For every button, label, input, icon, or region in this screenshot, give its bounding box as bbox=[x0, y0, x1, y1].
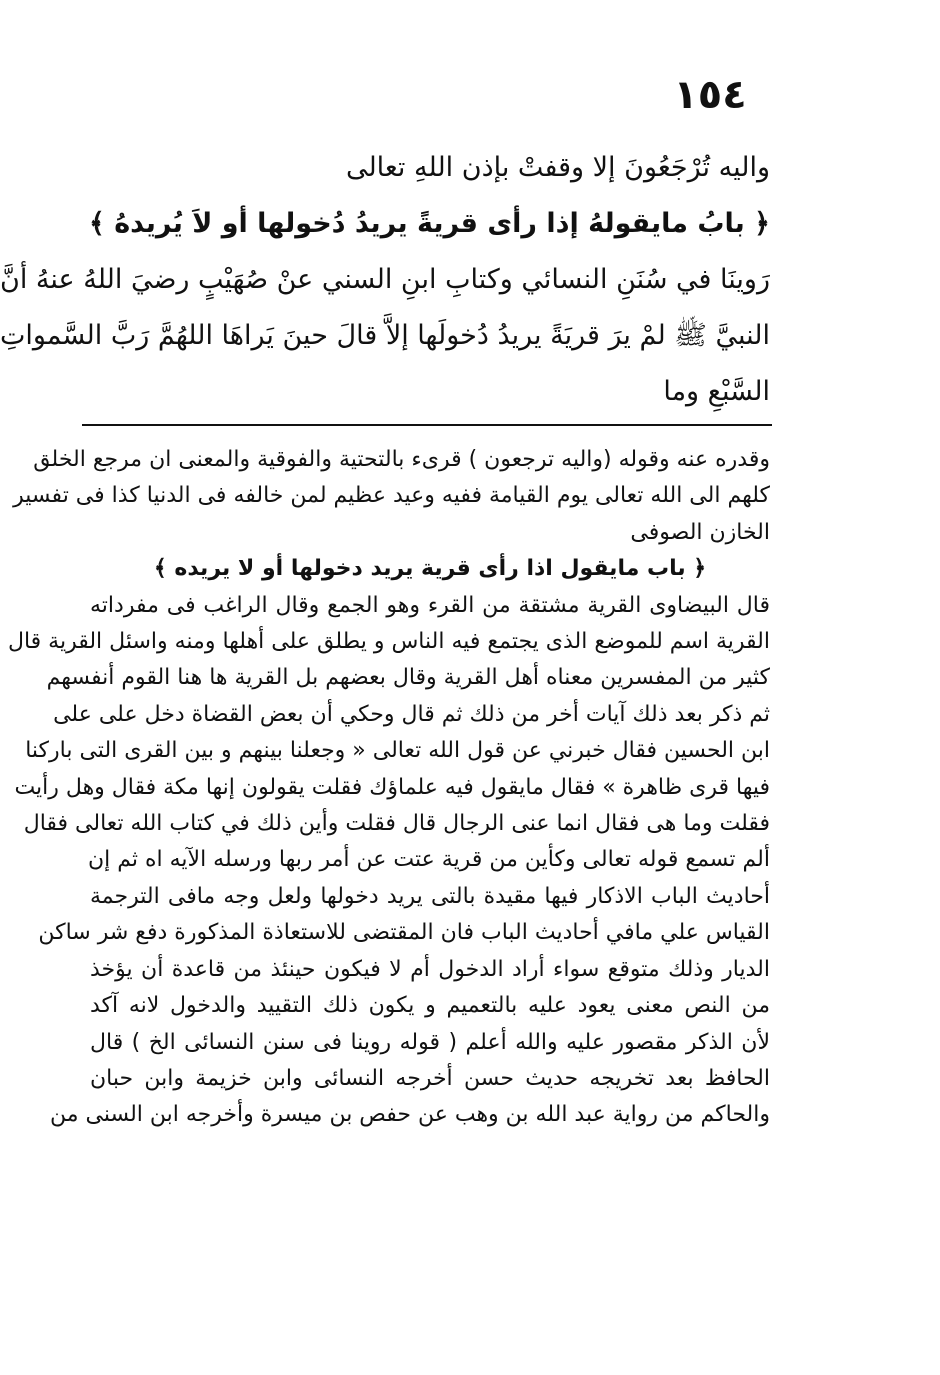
commentary-line: أحاديث الباب الاذكار فيها مقيدة بالتى يريد دخولها ولعل وجه مافى الترجمة bbox=[90, 883, 770, 909]
main-line: النبيَّ ﷺ لمْ يرَ قريَةً يريدُ دُخولَها إلاَّ قالَ حينَ يَراهَا اللهُمَّ رَبَّ السَّمواتِ bbox=[0, 320, 770, 351]
main-line: رَوينَا في سُنَنِ النسائي وكتابِ ابنِ السني عنْ صُهَيْبٍ رضيَ اللهُ عنهُ أنَّ bbox=[0, 264, 770, 295]
page-number: ١٥٤ bbox=[673, 72, 747, 118]
commentary-line: والحاكم من رواية عبد الله بن وهب عن حفص بن ميسرة وأخرجه ابن السنى من bbox=[49, 1102, 770, 1128]
commentary-line: فيها قرى ظاهرة » فقال مايقول فيه علماؤك فقلت يقولون إنها مكة فقال وهل رأيت bbox=[14, 774, 770, 800]
commentary-line: ابن الحسين فقال خبرني عن قول الله تعالى « وجعلنا بينهم و بين القرى التى باركنا bbox=[25, 738, 770, 764]
commentary-line: القياس علي مافي أحاديث الباب فان المقتضى للاستعاذة المذكورة دفع شر ساكن bbox=[38, 920, 770, 946]
commentary-line: وقدره عنه وقوله (واليه ترجعون ) قرىء بالتحتية والفوقية والمعنى ان مرجع الخلق bbox=[33, 447, 770, 472]
commentary-line: ثم ذكر بعد ذلك آيات أخر من ذلك ثم قال وحكي أن بعض القضاة دخل على على bbox=[53, 701, 770, 727]
commentary-line: من النص معنى يعود عليه بالتعميم و يكون ذلك التقييد والدخول لانه آكد bbox=[90, 993, 770, 1019]
commentary-line: القرية اسم للموضع الذى يجتمع فيه الناس و يطلق على أهلها ومنه واسئل القرية قال bbox=[7, 629, 770, 655]
main-line: السَّبْعِ وما bbox=[663, 376, 770, 407]
divider-line bbox=[82, 424, 772, 426]
commentary-line: كلهم الى الله تعالى يوم القيامة ففيه وعيد عظيم لمن خالفه فى الدنيا كذا فى تفسير bbox=[13, 483, 770, 509]
commentary-heading: ﴿ باب مايقول اذا رأى قرية يريد دخولها أو لا يريده ﴾ bbox=[153, 556, 707, 582]
commentary-line: الحافظ بعد تخريجه حديث حسن أخرجه النسائى وابن خزيمة وابن حبان bbox=[90, 1065, 770, 1091]
commentary-line: قال البيضاوى القرية مشتقة من القرء وهو الجمع وقال الراغب فى مفرداته bbox=[90, 592, 770, 618]
commentary-line: ألم تسمع قوله تعالى وكأين من قرية عتت عن أمر ربها ورسله الآيه اه ثم إن bbox=[87, 847, 770, 873]
commentary-line: فقلت وما هى فقال انما عنى الرجال قال فقلت وأين ذلك في كتاب الله تعالى فقال bbox=[23, 811, 770, 837]
chapter-heading: ﴿ بابُ مايقولهُ إذا رأى قريةً يريدُ دُخولها أو لاَ يُريدهُ ﴾ bbox=[89, 208, 770, 239]
main-text bbox=[0, 140, 770, 420]
main-line: واليه تُرْجَعُونَ إلا وقفتْ بإذن اللهِ تعالى bbox=[345, 152, 770, 183]
commentary-text bbox=[7, 442, 770, 1134]
commentary-line: الديار وذلك متوقع سواء أراد الدخول أم لا فيكون حينئذ من قاعدة أن يؤخذ bbox=[90, 956, 770, 982]
commentary-line: الخازن الصوفى bbox=[630, 519, 770, 545]
commentary-line: لأن الذكر مقصور عليه والله أعلم ( قوله روينا فى سنن النسائى الخ ) قال bbox=[90, 1029, 770, 1055]
commentary-line: كثير من المفسرين معناه أهل القرية وقال بعضهم بل القرية ها هنا القوم أنفسهم bbox=[46, 665, 770, 691]
